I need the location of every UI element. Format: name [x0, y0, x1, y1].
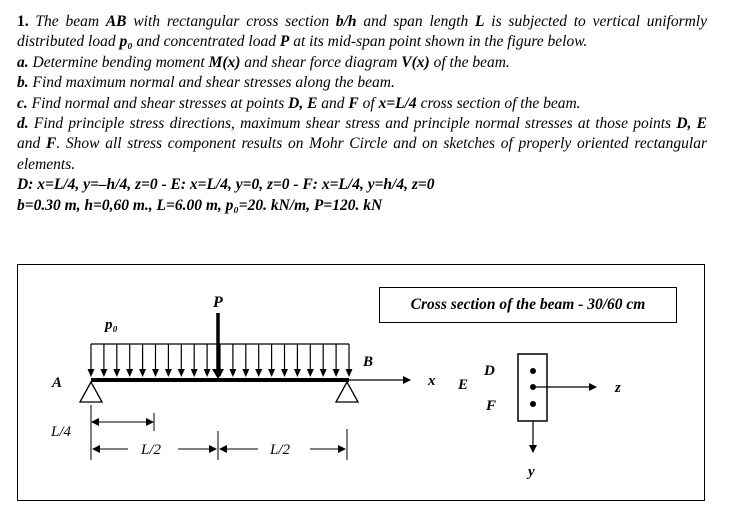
- intro-text: is subjected to vertical uniformly distributed load: [17, 13, 707, 51]
- label-z: z: [615, 380, 621, 396]
- label-L2-right: L/2: [270, 442, 291, 458]
- intro-text: and concentrated load: [132, 33, 280, 51]
- part-text: Find normal and shear stresses at points: [27, 94, 289, 112]
- load-arrowhead: [229, 369, 236, 377]
- part-text: and shear force diagram: [240, 53, 402, 71]
- cross-section-title: Cross section of the beam - 30/60 cm: [410, 296, 646, 313]
- load-arrowhead: [294, 369, 301, 377]
- part-label: c.: [17, 94, 28, 112]
- point-F-symbol: F: [45, 135, 57, 153]
- problem-statement: [17, 12, 707, 216]
- support-A-icon: [80, 382, 102, 402]
- point-F-symbol: F: [348, 94, 359, 112]
- label-y: y: [528, 464, 535, 480]
- load-arrowhead: [178, 369, 185, 377]
- part-text: of the beam.: [429, 53, 510, 71]
- part-text: of: [358, 94, 379, 112]
- part-text: Determine bending moment: [28, 53, 209, 71]
- point-F-marker: [530, 401, 536, 407]
- part-text: Find principle stress directions, maximum shear stress and principle normal stresses at those points: [28, 115, 677, 133]
- load-arrowhead: [268, 369, 275, 377]
- part-text: . Show all stress component results on Mohr Circle and on sketches of properly oriented rectangular elements.: [17, 135, 707, 173]
- intro-text: and span length: [356, 13, 476, 30]
- label-E: E: [458, 377, 469, 393]
- concentrated-load-arrowhead: [212, 369, 224, 379]
- load-arrowhead: [242, 369, 249, 377]
- load-arrowhead: [307, 369, 314, 377]
- section-symbol: b/h: [335, 13, 357, 30]
- moment-symbol: M(x): [208, 53, 241, 71]
- problem-number: 1.: [17, 13, 29, 30]
- point-D-marker: [530, 368, 536, 374]
- support-B-icon: [336, 382, 358, 402]
- beam-figure: [17, 264, 705, 501]
- part-text: Find maximum normal and shear stresses along the beam.: [28, 74, 395, 92]
- part-label: b.: [17, 74, 29, 92]
- load-arrowhead: [152, 369, 159, 377]
- label-L2-left: L/2: [141, 442, 162, 458]
- points-symbol: D, E: [676, 115, 707, 133]
- load-arrowhead: [113, 369, 120, 377]
- load-p0-symbol: p₀: [119, 33, 133, 51]
- label-A: A: [52, 375, 63, 391]
- given-values: b=0.30 m, h=0,60 m., L=6.00 m, p₀=20. kN/m, P=120. kN: [17, 196, 383, 214]
- intro-text: with rectangular cross section: [126, 13, 336, 30]
- cross-section-title-box: [379, 287, 677, 323]
- load-arrowhead: [204, 369, 211, 377]
- load-arrowhead: [281, 369, 288, 377]
- load-arrowhead: [139, 369, 146, 377]
- part-c: [17, 94, 707, 114]
- load-arrowhead: [320, 369, 327, 377]
- part-label: a.: [17, 53, 29, 71]
- load-arrowhead: [191, 369, 198, 377]
- part-text: and: [317, 94, 349, 112]
- label-L4: L/4: [51, 424, 72, 440]
- part-b: [17, 73, 707, 93]
- load-arrowhead: [346, 369, 353, 377]
- label-x: x: [428, 373, 436, 389]
- load-arrowhead: [333, 369, 340, 377]
- section-position: x=L/4: [378, 94, 417, 112]
- part-a: [17, 53, 707, 73]
- beam-name: AB: [105, 13, 127, 30]
- label-p0: p₀: [105, 317, 118, 333]
- load-arrowhead: [126, 369, 133, 377]
- intro-text: at its mid-span point shown in the figure below.: [289, 33, 588, 51]
- part-d: [17, 114, 707, 175]
- label-P: P: [213, 294, 223, 311]
- load-arrowhead: [165, 369, 172, 377]
- load-arrowhead: [88, 369, 95, 377]
- label-D: D: [484, 363, 495, 379]
- load-arrowhead: [255, 369, 262, 377]
- shear-symbol: V(x): [401, 53, 430, 71]
- part-label: d.: [17, 115, 29, 133]
- problem-intro: [17, 12, 707, 53]
- part-text: cross section of the beam.: [416, 94, 581, 112]
- load-P-symbol: P: [279, 33, 290, 51]
- span-symbol: L: [475, 13, 485, 30]
- part-text: and: [17, 135, 46, 153]
- label-B: B: [363, 354, 374, 370]
- point-coordinates: D: x=L/4, y=–h/4, z=0 - E: x=L/4, y=0, z=0 - F: x=L/4, y=h/4, z=0: [17, 176, 435, 194]
- label-F: F: [486, 398, 497, 414]
- points-symbol: D, E: [288, 94, 318, 112]
- intro-text: The beam: [28, 13, 106, 30]
- load-arrowhead: [100, 369, 107, 377]
